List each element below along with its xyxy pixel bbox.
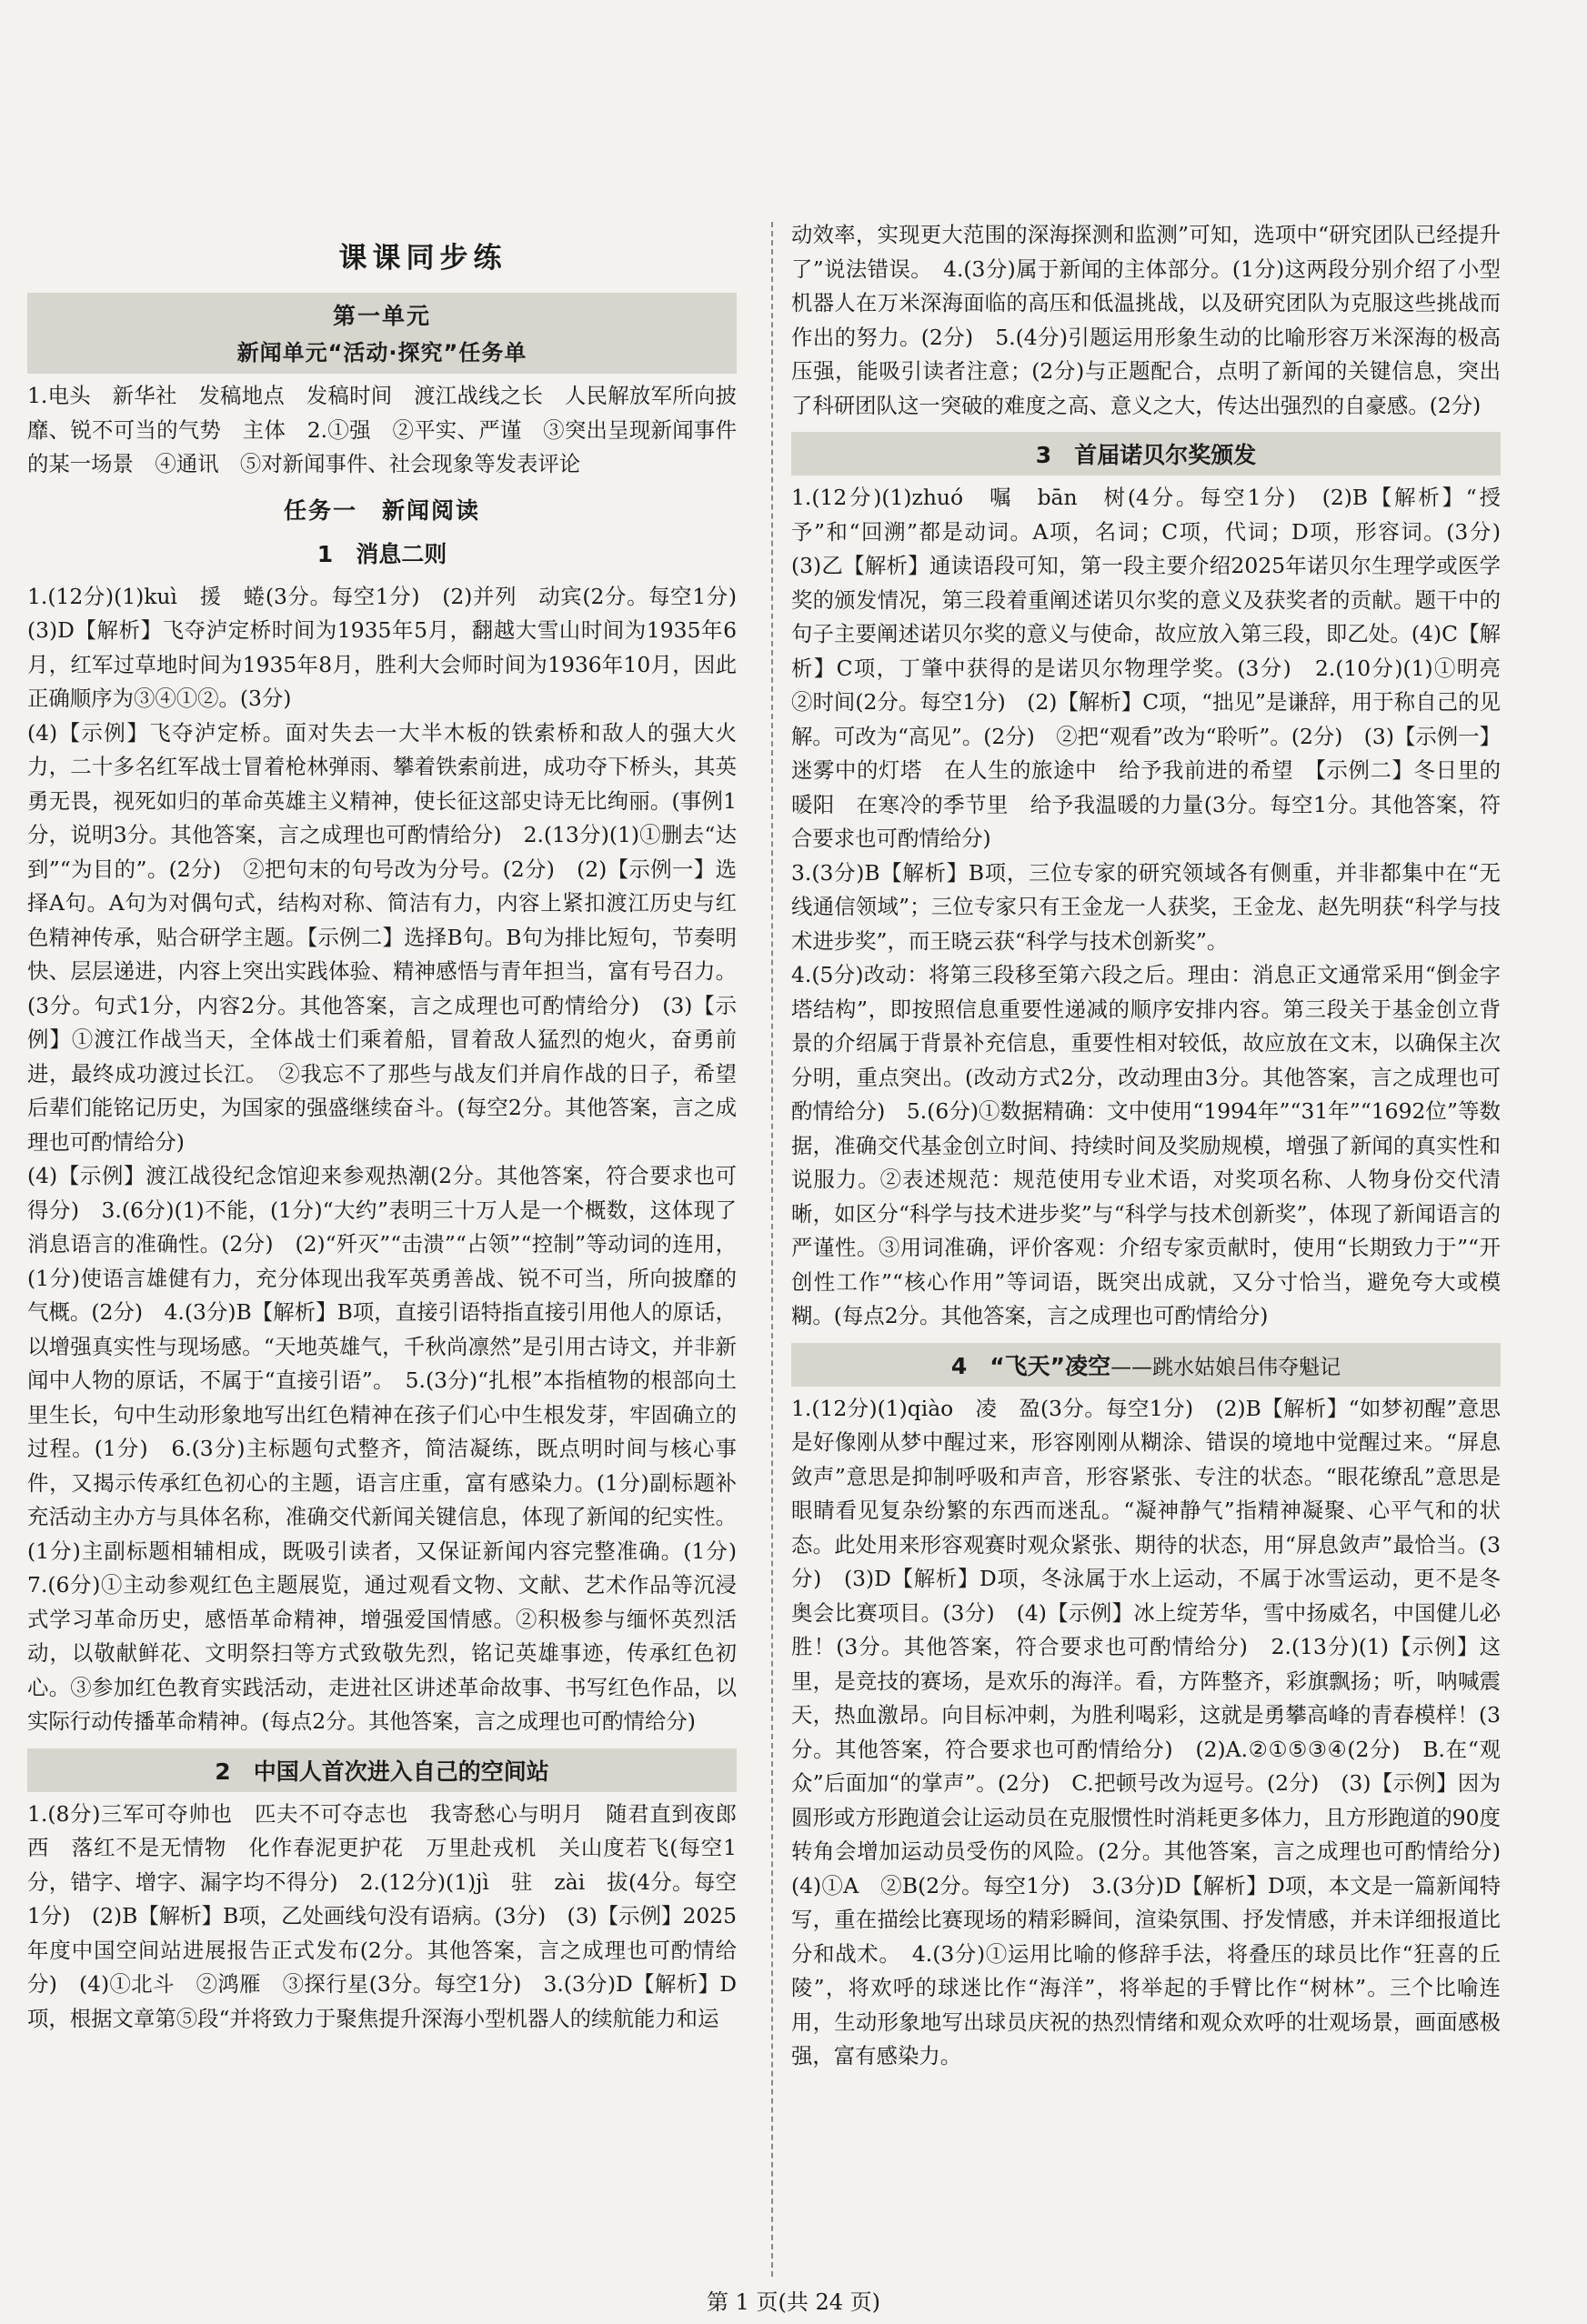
lesson-1-paragraph: (4)【示例】飞夺泸定桥。面对失去一大半木板的铁索桥和敌人的强大火力，二十多名红军战士冒着枪林弹雨、攀着铁索前进，成功夺下桥头，其英勇无畏，视死如归的革命英雄主义精神，使长征这部史诗无比绚丽。(事例1分，说明3分。其他答案，言之成理也可酌情给分) 2.(13分)(1)①删去“达到”“为目的”。(2分) ②把句末的句号改为分号。(2分) (2)【示例一】选择A句。A句为对偶句式，结构对称、简洁有力，内容上紧扣渡江历史与红色精神传承，贴合研学主题。【示例二】选择B句。B句为排比短句，节奏明快、层层递进，内容上突出实践体验、精神感悟与青年担当，富有号召力。(3分。句式1分，内容2分。其他答案，言之成理也可酌情给分) (3)【示例】①渡江作战当天，全体战士们乘着船，冒着敌人猛烈的炮火，奋勇前进，最终成功渡过长江。 ②我忘不了那些与战友们并肩作战的日子，希望后辈们能铭记历史，为国家的强盛继续奋斗。(每空2分。其他答案，言之成理也可酌情给分) xyxy=(27,719,737,1155)
lesson-2-continuation: 动效率，实现更大范围的深海探测和监测”可知，选项中“研究团队已经提升了”说法错误。 4.(3分)属于新闻的主体部分。(1分)这两段分别介绍了小型机器人在万米深海面临的高压和低温挑战，以及研究团队为克服这些挑战而作出的努力。(2分) 5.(4分)引题运用形象生动的比喻形容万米深海的极高压强，能吸引读者注意；(2分)与正题配合，点明了新闻的关键信息，突出了科研团队这一突破的难度之高、意义之大，传达出强烈的自豪感。(2分) xyxy=(791,222,1501,418)
lesson-3-title: 3 首届诺贝尔奖颁发 xyxy=(1035,442,1257,468)
lesson-3-heading xyxy=(791,432,1501,476)
lesson-3-paragraph: 1.(12分)(1)zhuó 嘱 bān 树(4分。每空1分) (2)B【解析】“授予”和“回溯”都是动词。A项，名词；C项，代词；D项，形容词。(3分) (3)乙【解析】通读语段可知，第一段主要介绍2025年诺贝尔生理学或医学奖的颁发情况，第三段着重阐述诺贝尔奖的意义及获奖者的贡献。题干中的句子主要阐述诺贝尔奖的意义与使命，故应放入第三段，即乙处。(4)C【解析】C项，丁肇中获得的是诺贝尔物理学奖。(3分) 2.(10分)(1)①明亮 ②时间(2分。每空1分) (2)【解析】C项，“拙见”是谦辞，用于称自己的见解。可改为“高见”。(2分) ②把“观看”改为“聆听”。(2分) (3)【示例一】迷雾中的灯塔 在人生的旅途中 给予我前进的希望 【示例二】冬日里的暖阳 在寒冷的季节里 给予我温暖的力量(3分。每空1分。其他答案，符合要求也可酌情给分) xyxy=(791,485,1522,851)
lesson-1-title: 1 消息二则 xyxy=(316,540,447,567)
lesson-1-heading xyxy=(27,531,737,575)
lesson-2-paragraph: 1.(8分)三军可夺帅也 匹夫不可夺志也 我寄愁心与明月 随君直到夜郎西 落红不是无情物 化作春泥更护花 万里赴戎机 关山度若飞(每空1分，错字、增字、漏字均不得分) 2.(12分)(1)jì 驻 zài 拔(4分。每空1分) (2)B【解析】B项，乙处画线句没有语病。(3分) (3)【示例】2025年度中国空间站进展报告正式发布(2分。其他答案，言之成理也可酌情给分) (4)①北斗 ②鸿雁 ③探行星(3分。每空1分) 3.(3分)D【解析】D项，根据文章第⑤段“并将致力于聚焦提升深海小型机器人的续航能力和运 xyxy=(27,1800,737,2031)
lesson-1-paragraph: (4)【示例】渡江战役纪念馆迎来参观热潮(2分。其他答案，符合要求也可得分) 3.(6分)(1)不能，(1分)“大约”表明三十万人是一个概数，这体现了消息语言的准确性。(2分) (2)“歼灭”“击溃”“占领”“控制”等动词的连用，(1分)使语言雄健有力，充分体现出我军英勇善战、锐不可当，所向披靡的气概。(2分) 4.(3分)B【解析】B项，直接引语特指直接引用他人的原话，以增强真实性与现场感。“天地英雄气，千秋尚凛然”是引用古诗文，并非新闻中人物的原话，不属于“直接引语”。 5.(3分)“扎根”本指植物的根部向土里生长，句中生动形象地写出红色精神在孩子们心中生根发芽，牢固确立的过程。(1分) 6.(3分)主标题句式整齐，简洁凝练，既点明时间与核心事件，又揭示传承红色初心的主题，语言庄重，富有感染力。(1分)副标题补充活动主办方与具体名称，准确交代新闻关键信息，体现了新闻的纪实性。(1分)主副标题相辅相成，既吸引读者，又保证新闻内容完整准确。(1分) 7.(6分)①主动参观红色主题展览，通过观看文物、文献、艺术作品等沉浸式学习革命历史，感悟革命精神，增强爱国情感。②积极参与缅怀英烈活动，以敬献鲜花、文明祭扫等方式致敬先烈，铭记英雄事迹，传承红色初心。③参加红色教育实践活动，走进社区讲述革命故事、书写红色作品，以实际行动传播革命精神。(每点2分。其他答案，言之成理也可酌情给分) xyxy=(27,1163,758,1734)
lesson-3-paragraph: 3.(3分)B【解析】B项，三位专家的研究领域各有侧重，并非都集中在“无线通信领域”；三位专家只有王金龙一人获奖，王金龙、赵先明获“科学与技术进步奖”，而王晓云获“科学与技术创新奖”。 xyxy=(791,859,1501,954)
right-column xyxy=(791,218,1522,2074)
lesson-2-heading xyxy=(27,1748,737,1792)
task-heading: 任务一 新闻阅读 xyxy=(283,496,480,524)
lesson-4-subtitle: ——跳水姑娘吕伟夺魁记 xyxy=(1110,1355,1341,1379)
lesson-4-paragraph: 1.(12分)(1)qiào 凌 盈(3分。每空1分) (2)B【解析】“如梦初醒”意思是好像刚从梦中醒过来，形容刚刚从糊涂、错误的境地中觉醒过来。“屏息敛声”意思是抑制呼吸和声音，形容紧张、专注的状态。“眼花缭乱”意思是眼睛看见复杂纷繁的东西而迷乱。“凝神静气”指精神凝聚、心平气和的状态。此处用来形容观赛时观众紧张、期待的状态，用“屏息敛声”最恰当。(3分) (3)D【解析】D项，冬泳属于水上运动，不属于冰雪运动，更不是冬奥会比赛项目。(3分) (4)【示例】冰上绽芳华，雪中扬威名，中国健儿必胜！(3分。其他答案，符合要求也可酌情给分) 2.(13分)(1)【示例】这里，是竞技的赛场，是欢乐的海洋。看，方阵整齐，彩旗飘扬；听，呐喊震天，热血激昂。向目标冲刺，为胜利喝彩，这就是勇攀高峰的青春模样！(3分。其他答案，符合要求也可酌情给分) (2)A.②①⑤③④(2分) B.在“观众”后面加“的掌声”。(2分) C.把顿号改为逗号。(2分) (3)【示例】因为圆形或方形跑道会让运动员在克服惯性时消耗更多体力，且方形跑道的90度转角会增加运动员受伤的风险。(2分。其他答案，言之成理也可酌情给分) (4)①A ②B(2分。每空1分) 3.(3分)D【解析】D项，本文是一篇新闻特写，重在描绘比赛现场的精彩瞬间，渲染氛围、抒发情感，并未详细报道比分和战术。 4.(3分)①运用比喻的修辞手法，将叠压的球员比作“狂喜的丘陵”，将欢呼的球迷比作“海洋”，将举起的手臂比作“树林”。三个比喻连用，生动形象地写出球员庆祝的热烈情绪和观众欢呼的壮观场景，画面感极强，富有感染力。 xyxy=(791,1395,1522,2069)
lesson-4-title: 4 “飞天”凌空 xyxy=(950,1352,1111,1379)
column-divider xyxy=(771,222,773,2277)
page-number: 第 1 页(共 24 页) xyxy=(706,2289,881,2315)
unit-answers: 1.电头 新华社 发稿地点 发稿时间 渡江战线之长 人民解放军所向披靡、锐不可当的气势 主体 2.①强 ②平实、严谨 ③突出呈现新闻事件的某一场景 ④通讯 ⑤对新闻事件、社会现象等发表评论 xyxy=(27,383,737,476)
lesson-3-paragraph: 4.(5分)改动：将第三段移至第六段之后。理由：消息正文通常采用“倒金字塔结构”，即按照信息重要性递减的顺序安排内容。第三段关于基金创立背景的介绍属于背景补充信息，重要性相对较低，故应放在文末，以确保主次分明，重点突出。(改动方式2分，改动理由3分。其他答案，言之成理也可酌情给分) 5.(6分)①数据精确：文中使用“1994年”“31年”“1692位”等数据，准确交代基金创立时间、持续时间及奖励规模，增强了新闻的真实性和说服力。②表述规范：规范使用专业术语，对奖项名称、人物身份交代清晰，如区分“科学与技术进步奖”与“科学与技术创新奖”，体现了新闻语言的严谨性。③用词准确，评价客观：介绍专家贡献时，使用“长期致力于”“开创性工作”“核心作用”等词语，既突出成就，又分寸恰当，避免夸大或模糊。(每点2分。其他答案，言之成理也可酌情给分) xyxy=(791,962,1501,1328)
unit-band xyxy=(27,293,737,374)
page-header: 课课同步练 xyxy=(338,242,507,275)
left-column xyxy=(27,293,758,2036)
lesson-4-heading xyxy=(791,1343,1501,1387)
lesson-2-title: 2 中国人首次进入自己的空间站 xyxy=(215,1758,549,1785)
lesson-1-paragraph: 1.(12分)(1)kuì 援 蜷(3分。每空1分) (2)并列 动宾(2分。每空1分) (3)D【解析】飞夺泸定桥时间为1935年5月，翻越大雪山时间为1935年6月，红军过草地时间为1935年8月，胜利大会师时间为1936年10月，因此正确顺序为③④①②。(3分) xyxy=(27,583,758,711)
unit-subtitle: 新闻单元“活动·探究”任务单 xyxy=(236,340,527,366)
unit-title: 第一单元 xyxy=(332,303,431,329)
